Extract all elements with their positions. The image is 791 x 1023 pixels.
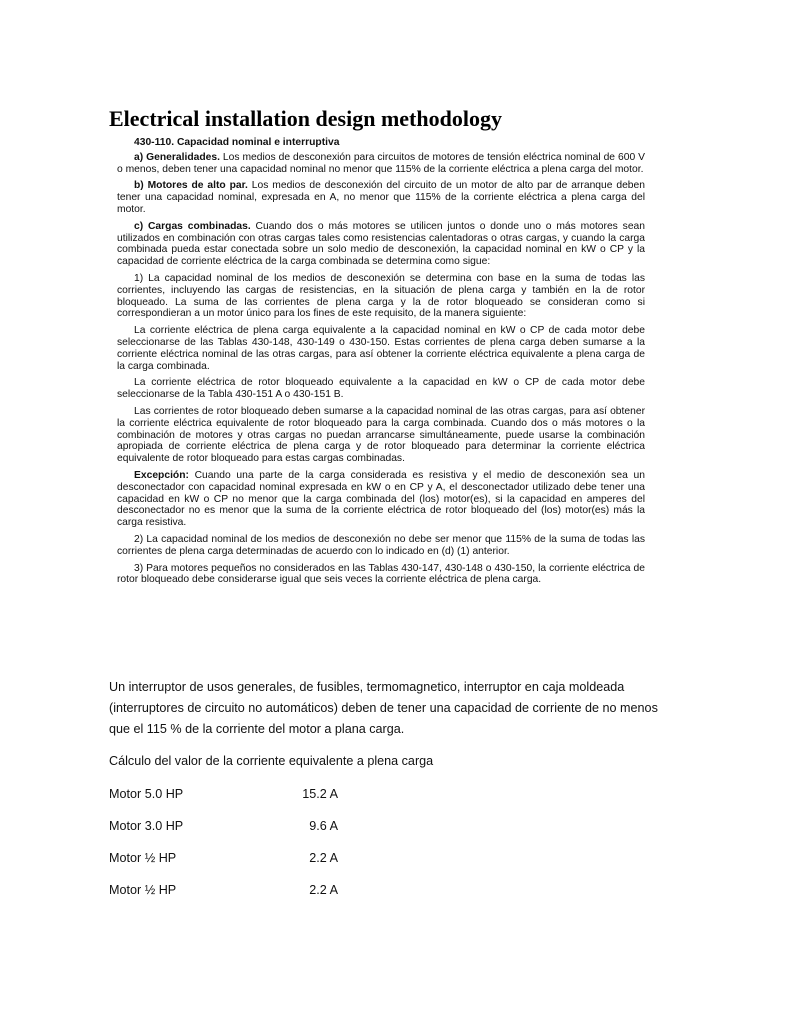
paragraph-text: Los medios de desconexión del circuito de un motor de alto par de arranque deben tener una capacidad nominal, expresada en A, no menor que 115% de la corriente eléctrica a plena carga del motor. (117, 180, 645, 215)
paragraph-excepcion (117, 470, 645, 529)
paragraph-cargas-combinadas (117, 221, 645, 268)
paragraph-alto-par (117, 180, 645, 215)
paragraph-text: Las corrientes de rotor bloqueado deben sumarse a la capacidad nominal de las otras cargas, para así obtener la corriente eléctrica equivalente de rotor bloqueado para la carga combinada. Cuando dos o más motores o la combinación de motores y otras cargas no puedan arrancarse simultáneamente, puede usarse la combinación apropiada de corriente eléctrica de plena carga y de rotor bloqueado para determinar la corriente eléctrica equivalente de rotor bloqueado para estas cargas combinadas. (117, 405, 645, 465)
motor-name: Motor ½ HP (109, 851, 177, 865)
paragraph-text: 1) La capacidad nominal de los medios de desconexión se determina con base en la suma de todas las corrientes, incluyendo las cargas de resistencias, en la situación de plena carga y también en la de rotor bloqueado. La suma de las corrientes de plena carga y la de rotor bloqueado se consideran como si correspondieran a un motor único para los fines de este requisito, de la manera siguiente: (117, 272, 645, 320)
paragraph-text: La corriente eléctrica de rotor bloqueado equivalente a la capacidad en kW o CP de cada motor debe seleccionarse de la Tabla 430-151 A o 430-151 B. (117, 377, 645, 401)
scanned-code-excerpt (117, 137, 645, 591)
section-title: 430-110. Capacidad nominal e interruptiva (134, 137, 340, 148)
paragraph-text: Cuando dos o más motores se utilicen juntos o donde uno o más motores sean utilizados en combinación con otras cargas tales como resistencias calentadoras o otras cargas, y cuando la carga combinada pueda estar conectada sobre un solo medio de desconexión, la capacidad nominal en kW o CP y la capacidad de corriente eléctrica de la carga combinada se determina como sigue: (117, 220, 646, 268)
paragraph-text: La corriente eléctrica de plena carga equivalente a la capacidad nominal en kW o CP de cada motor debe seleccionarse de las Tablas 430-148, 430-149 o 430-150. Estas corrientes de plena carga deben sumarse a la corriente eléctrica nominal de las otras cargas, para así obtener la corriente eléctrica equivalente a plena carga de la carga combinada. (117, 325, 645, 372)
paragraph-text: Los medios de desconexión para circuitos de motores de tensión eléctrica nominal de 600 V o menos, deben tener una capacidad nominal no menor que 115% de la corriente eléctrica a plena carga del motor. (117, 151, 645, 175)
page-title: Electrical installation design methodology (109, 106, 502, 131)
motor-name: Motor 5.0 HP (109, 787, 184, 801)
paragraph-lead: a) Generalidades. (134, 151, 220, 163)
paragraph-rotor-bloqueado (117, 377, 645, 401)
motor-current: 15.2 A (302, 787, 338, 801)
paragraph-text: 3) Para motores pequeños no considerados en las Tablas 430-147, 430-148 o 430-150, la corriente eléctrica de rotor bloqueado debe considerarse igual que seis veces la corriente eléctrica de plena carga. (117, 562, 645, 586)
motor-name: Motor ½ HP (109, 883, 177, 897)
motor-name: Motor 3.0 HP (109, 819, 184, 833)
motor-row (109, 851, 509, 871)
motor-row (109, 819, 509, 839)
paragraph-item-3 (117, 563, 645, 587)
paragraph-lead: Excepción: (134, 469, 189, 481)
motor-current: 2.2 A (309, 851, 338, 865)
motor-row (109, 787, 509, 807)
paragraph-suma-rotor (117, 406, 645, 465)
paragraph-text: 2) La capacidad nominal de los medios de desconexión no debe ser menor que 115% de la suma de todas las corrientes de plena carga determinadas de acuerdo con lo indicado en (d) (1) anterior. (117, 533, 645, 557)
intro-paragraph: Un interruptor de usos generales, de fusibles, termomagnetico, interruptor en caja moldeada (interruptores de circuito no automáticos) deben de tener una capacidad de corriente de no menos que el 115 % de la corriente del motor a plana carga. (109, 680, 658, 736)
motor-row (109, 883, 509, 903)
paragraph-lead: c) Cargas combinadas. (134, 220, 251, 232)
paragraph-item-1 (117, 273, 645, 320)
paragraph-item-2 (117, 534, 645, 558)
paragraph-generalidades (117, 152, 645, 176)
motor-current: 9.6 A (309, 819, 338, 833)
paragraph-lead: b) Motores de alto par. (134, 180, 248, 192)
motor-current: 2.2 A (309, 883, 338, 897)
calc-heading: Cálculo del valor de la corriente equivalente a plena carga (109, 754, 434, 768)
paragraph-plena-carga (117, 325, 645, 372)
paragraph-text: Cuando una parte de la carga considerada es resistiva y el medio de desconexión sea un desconectador con capacidad nominal expresada en kW o en CP y A, el desconectador utilizado debe tener una capacidad en kW o CP no menor que la carga combinada del (los) motor(es), si la capacidad en amperes del desconectador no es menor que la suma de la corriente eléctrica de rotor bloqueado del (los) motor(es) más la carga resistiva. (117, 469, 645, 529)
